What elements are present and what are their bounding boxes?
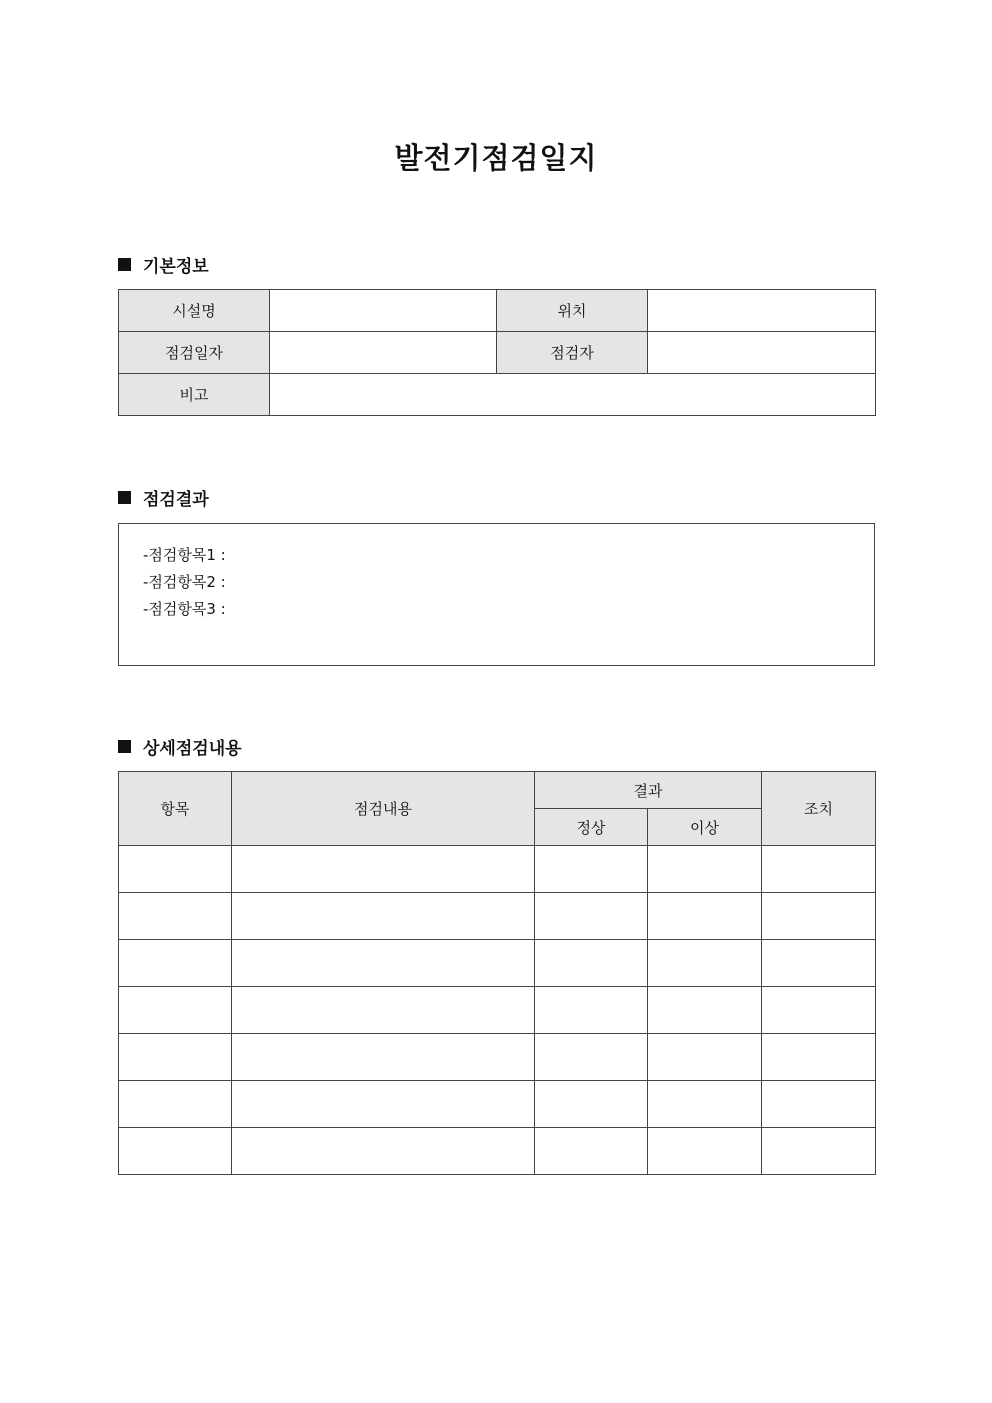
action-cell[interactable] bbox=[762, 1081, 876, 1128]
content-cell[interactable] bbox=[232, 893, 535, 940]
details-table bbox=[118, 771, 876, 1175]
item-cell[interactable] bbox=[119, 987, 232, 1034]
normal-cell[interactable] bbox=[535, 846, 648, 893]
action-cell[interactable] bbox=[762, 846, 876, 893]
col-item-header: 항목 bbox=[119, 772, 232, 846]
col-normal-header: 정상 bbox=[535, 809, 648, 846]
action-cell[interactable] bbox=[762, 893, 876, 940]
result-item: -점검항목2 : bbox=[143, 573, 226, 591]
content-cell[interactable] bbox=[232, 940, 535, 987]
abnormal-cell[interactable] bbox=[648, 1128, 762, 1175]
normal-cell[interactable] bbox=[535, 940, 648, 987]
item-cell[interactable] bbox=[119, 1034, 232, 1081]
col-content-header: 점검내용 bbox=[232, 772, 535, 846]
table-row bbox=[119, 893, 876, 940]
normal-cell[interactable] bbox=[535, 893, 648, 940]
details-header-row bbox=[119, 772, 876, 809]
results-box[interactable] bbox=[118, 523, 875, 666]
action-cell[interactable] bbox=[762, 1128, 876, 1175]
item-cell[interactable] bbox=[119, 1081, 232, 1128]
basic-info-row bbox=[119, 374, 876, 416]
results-heading-text: 점검결과 bbox=[143, 489, 209, 510]
black-square-icon bbox=[118, 491, 131, 504]
page-title: 발전기점검일지 bbox=[394, 141, 598, 175]
table-row bbox=[119, 987, 876, 1034]
details-heading-text: 상세점검내용 bbox=[143, 738, 242, 759]
col-result-header: 결과 bbox=[535, 772, 762, 809]
location-label: 위치 bbox=[497, 290, 648, 332]
action-cell[interactable] bbox=[762, 940, 876, 987]
inspector-label: 점검자 bbox=[497, 332, 648, 374]
table-row bbox=[119, 1034, 876, 1081]
content-cell[interactable] bbox=[232, 1081, 535, 1128]
action-cell[interactable] bbox=[762, 987, 876, 1034]
content-cell[interactable] bbox=[232, 846, 535, 893]
normal-cell[interactable] bbox=[535, 1034, 648, 1081]
normal-cell[interactable] bbox=[535, 1081, 648, 1128]
results-list bbox=[119, 524, 874, 625]
normal-cell[interactable] bbox=[535, 1128, 648, 1175]
col-abnormal-header: 이상 bbox=[648, 809, 762, 846]
item-cell[interactable] bbox=[119, 940, 232, 987]
black-square-icon bbox=[118, 258, 131, 271]
black-square-icon bbox=[118, 740, 131, 753]
location-field[interactable] bbox=[648, 290, 876, 332]
normal-cell[interactable] bbox=[535, 987, 648, 1034]
facility-name-label: 시설명 bbox=[119, 290, 270, 332]
abnormal-cell[interactable] bbox=[648, 940, 762, 987]
facility-name-field[interactable] bbox=[270, 290, 497, 332]
basic-info-row bbox=[119, 290, 876, 332]
abnormal-cell[interactable] bbox=[648, 1034, 762, 1081]
results-heading bbox=[118, 485, 209, 509]
remarks-label: 비고 bbox=[119, 374, 270, 416]
table-row bbox=[119, 846, 876, 893]
content-cell[interactable] bbox=[232, 1128, 535, 1175]
content-cell[interactable] bbox=[232, 987, 535, 1034]
inspector-field[interactable] bbox=[648, 332, 876, 374]
remarks-field[interactable] bbox=[270, 374, 876, 416]
basic-info-heading bbox=[118, 252, 209, 276]
inspection-date-field[interactable] bbox=[270, 332, 497, 374]
item-cell[interactable] bbox=[119, 1128, 232, 1175]
content-cell[interactable] bbox=[232, 1034, 535, 1081]
abnormal-cell[interactable] bbox=[648, 1081, 762, 1128]
action-cell[interactable] bbox=[762, 1034, 876, 1081]
abnormal-cell[interactable] bbox=[648, 987, 762, 1034]
item-cell[interactable] bbox=[119, 893, 232, 940]
basic-info-heading-text: 기본정보 bbox=[143, 256, 209, 277]
basic-info-row bbox=[119, 332, 876, 374]
table-row bbox=[119, 940, 876, 987]
col-action-header: 조치 bbox=[762, 772, 876, 846]
table-row bbox=[119, 1128, 876, 1175]
details-heading bbox=[118, 734, 242, 758]
basic-info-table bbox=[118, 289, 876, 416]
abnormal-cell[interactable] bbox=[648, 893, 762, 940]
result-item: -점검항목1 : bbox=[143, 546, 226, 564]
item-cell[interactable] bbox=[119, 846, 232, 893]
abnormal-cell[interactable] bbox=[648, 846, 762, 893]
result-item: -점검항목3 : bbox=[143, 600, 226, 618]
inspection-date-label: 점검일자 bbox=[119, 332, 270, 374]
table-row bbox=[119, 1081, 876, 1128]
